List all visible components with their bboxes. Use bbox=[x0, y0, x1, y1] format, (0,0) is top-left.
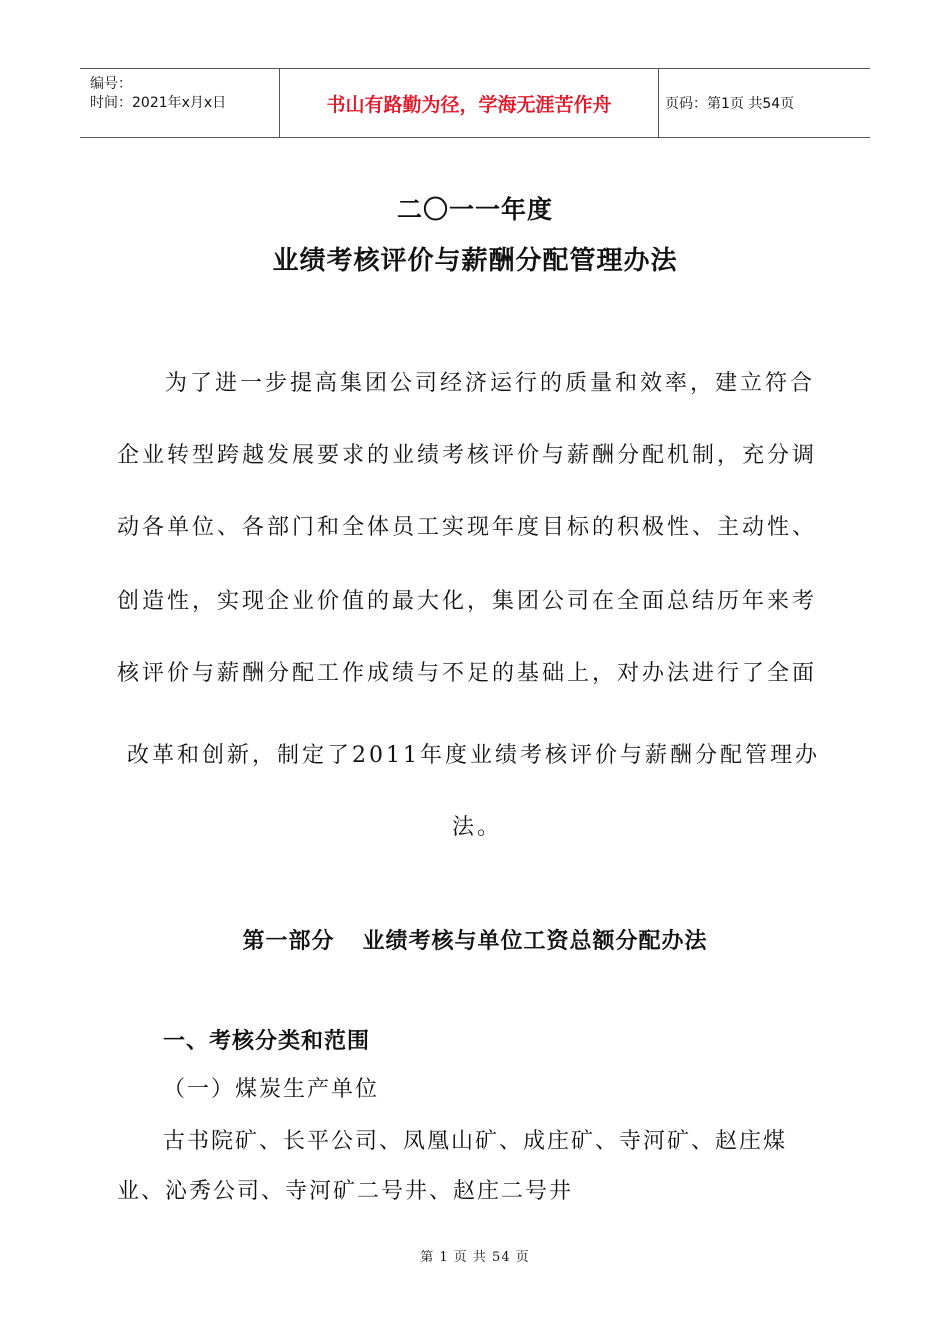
unit-list-line-1: 古书院矿、长平公司、凤凰山矿、成庄矿、寺河矿、赵庄煤 bbox=[163, 1129, 788, 1154]
header-motto: 书山有路勤为径，学海无涯苦作舟 bbox=[280, 69, 659, 137]
part-label: 第一部分 bbox=[242, 929, 335, 954]
header-page-info: 页码：第1页 共54页 bbox=[665, 96, 795, 112]
unit-list-line-2: 业、沁秀公司、寺河矿二号井、赵庄二号井 bbox=[117, 1179, 574, 1204]
doc-title-main: 业绩考核评价与薪酬分配管理办法 bbox=[272, 246, 678, 276]
intro-line-5: 核评价与薪酬分配工作成绩与不足的基础上，对办法进行了全面 bbox=[117, 661, 818, 686]
intro-line-3: 动各单位、各部门和全体员工实现年度目标的积极性、主动性、 bbox=[117, 515, 818, 540]
intro-line-6: 改革和创新，制定了2011年度业绩考核评价与薪酬分配管理办 bbox=[127, 743, 820, 768]
document-header bbox=[80, 68, 870, 138]
intro-line-4: 创造性，实现企业价值的最大化，集团公司在全面总结历年来考 bbox=[117, 589, 818, 614]
part-title: 业绩考核与单位工资总额分配办法 bbox=[362, 929, 708, 954]
header-meta bbox=[80, 69, 280, 137]
page-footer: 第 1 页 共 54 页 bbox=[420, 1250, 530, 1265]
section-subheading: （一）煤炭生产单位 bbox=[163, 1077, 380, 1102]
section-heading: 一、考核分类和范围 bbox=[163, 1029, 371, 1054]
intro-line-1: 为了进一步提高集团公司经济运行的质量和效率，建立符合 bbox=[165, 371, 816, 396]
intro-line-7: 法。 bbox=[452, 815, 503, 840]
doc-title-year: 二〇一一年度 bbox=[396, 195, 553, 224]
time-label: 时间：2021年x月x日 bbox=[90, 95, 227, 111]
intro-line-2: 企业转型跨越发展要求的业绩考核评价与薪酬分配机制，充分调 bbox=[117, 443, 818, 468]
part-heading bbox=[0, 924, 950, 955]
number-label: 编号： bbox=[90, 76, 132, 92]
